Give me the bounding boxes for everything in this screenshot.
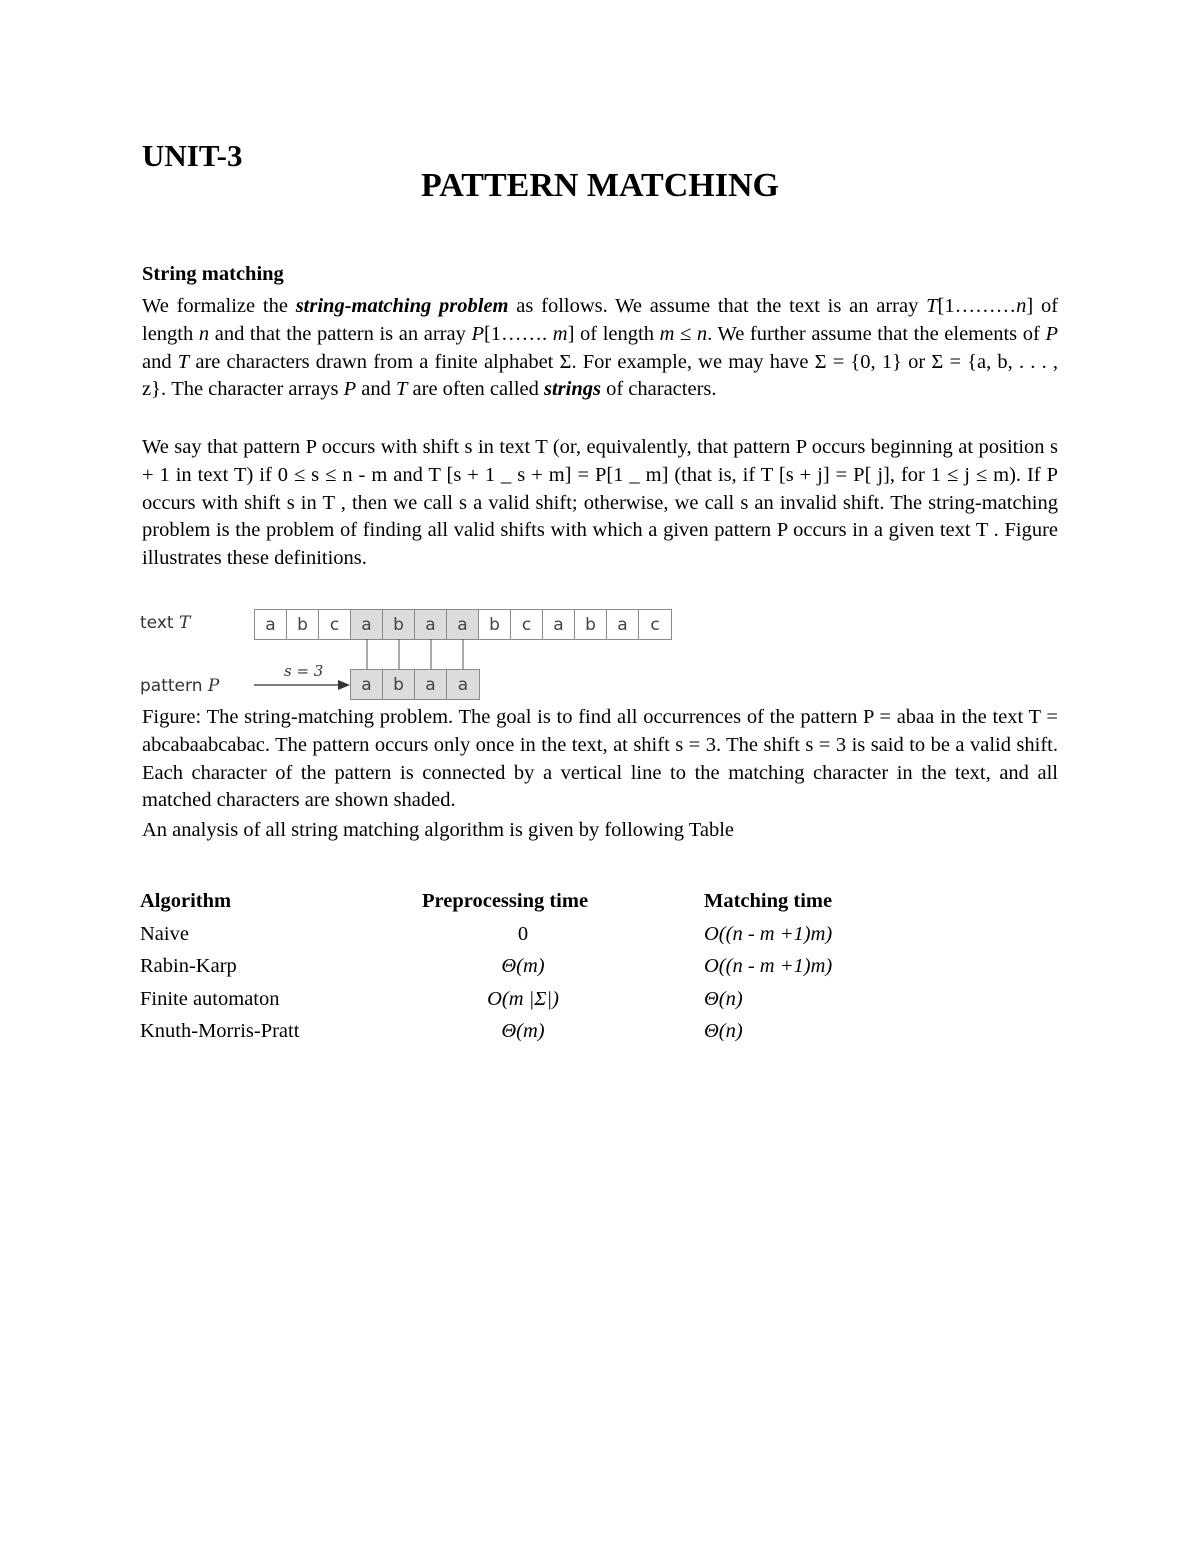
pattern-char-cell: a	[351, 670, 383, 699]
text-char-cell: a	[607, 610, 639, 639]
cell-matching: Θ(n)	[704, 987, 743, 1010]
cell-preprocessing: Θ(m)	[501, 1020, 545, 1043]
table-row	[140, 918, 1004, 951]
table-row	[140, 1016, 1004, 1049]
cell-preprocessing: 0	[517, 922, 529, 945]
table-row	[140, 983, 1004, 1016]
text-char-cell: a	[255, 610, 287, 639]
figure-caption: Figure: The string-matching problem. The goal is to find all occurrences of the pattern P = abaa in the text T = abcabaabcabac. The pattern occurs only once in the text, at shift s = 3. The shift s = 3 is said to be a valid shift. Each character of the pattern is connected by a vertical line to the matching character in the text, and all matched characters are shown shaded.	[142, 706, 1058, 812]
shift-label: s = 3	[284, 662, 324, 680]
text-char-cell: a	[351, 610, 383, 639]
cell-algorithm: Finite automaton	[140, 987, 280, 1010]
text-char-cell: a	[543, 610, 575, 639]
text-char-cell: a	[447, 610, 479, 639]
table-row	[140, 951, 1004, 984]
cell-preprocessing: O(m |Σ|)	[487, 987, 559, 1010]
text-char-cell: b	[575, 610, 607, 639]
text-char-cell: b	[479, 610, 511, 639]
text-char-cell: c	[511, 610, 543, 639]
cell-matching: O((n - m +1)m)	[704, 955, 833, 978]
pattern-char-cell: a	[447, 670, 479, 699]
section-heading: String matching	[142, 263, 284, 285]
paragraph-definition: We formalize the string-matching problem as follows. We assume that the text is an array T[1………n] of length n and that the pattern is an array P[1……. m] of length m ≤ n. We further assume that the elements of P and T are characters drawn from a finite alphabet Σ. For example, we may have Σ = {0, 1} or Σ = {a, b, . . . , z}. The character arrays P and T are often called strings of characters.	[142, 295, 1059, 401]
text-char-cell: a	[415, 610, 447, 639]
table-header-row	[140, 885, 1004, 918]
figure-connectors	[0, 0, 1200, 720]
shift-arrow-head	[338, 680, 350, 690]
text-char-cell: c	[639, 610, 671, 639]
text-char-cell: b	[287, 610, 319, 639]
header-preprocessing: Preprocessing time	[422, 890, 589, 912]
analysis-line: An analysis of all string matching algorithm is given by following Table	[142, 819, 735, 841]
header-matching: Matching time	[704, 890, 833, 912]
paragraph-shift: We say that pattern P occurs with shift s in text T (or, equivalently, that pattern P occurs beginning at position s + 1 in text T) if 0 ≤ s ≤ n - m and T [s + 1 _ s + m] = P[1 _ m] (that is, if T [s + j] = P[ j], for 1 ≤ j ≤ m). If P occurs with shift s in T , then we call s a valid shift; otherwise, we call s an invalid shift. The string-matching problem is the problem of finding all valid shifts with which a given pattern P occurs in a given text T . Figure illustrates these definitions.	[142, 436, 1058, 570]
figure-pattern-label: pattern P	[140, 676, 220, 696]
algorithm-table	[140, 885, 1004, 1048]
cell-algorithm: Knuth-Morris-Pratt	[140, 1020, 300, 1043]
cell-matching: Θ(n)	[704, 1020, 743, 1043]
cell-algorithm: Rabin-Karp	[140, 955, 237, 978]
pattern-char-cell: b	[383, 670, 415, 699]
cell-algorithm: Naive	[140, 922, 189, 945]
unit-label: UNIT-3	[142, 138, 243, 173]
text-char-cell: c	[319, 610, 351, 639]
figure-text-label: text T	[140, 613, 191, 633]
pattern-char-cell: a	[415, 670, 447, 699]
cell-matching: O((n - m +1)m)	[704, 922, 833, 945]
page-title: PATTERN MATCHING	[421, 167, 779, 204]
text-char-cell: b	[383, 610, 415, 639]
header-algorithm: Algorithm	[140, 890, 232, 912]
cell-preprocessing: Θ(m)	[501, 955, 545, 978]
